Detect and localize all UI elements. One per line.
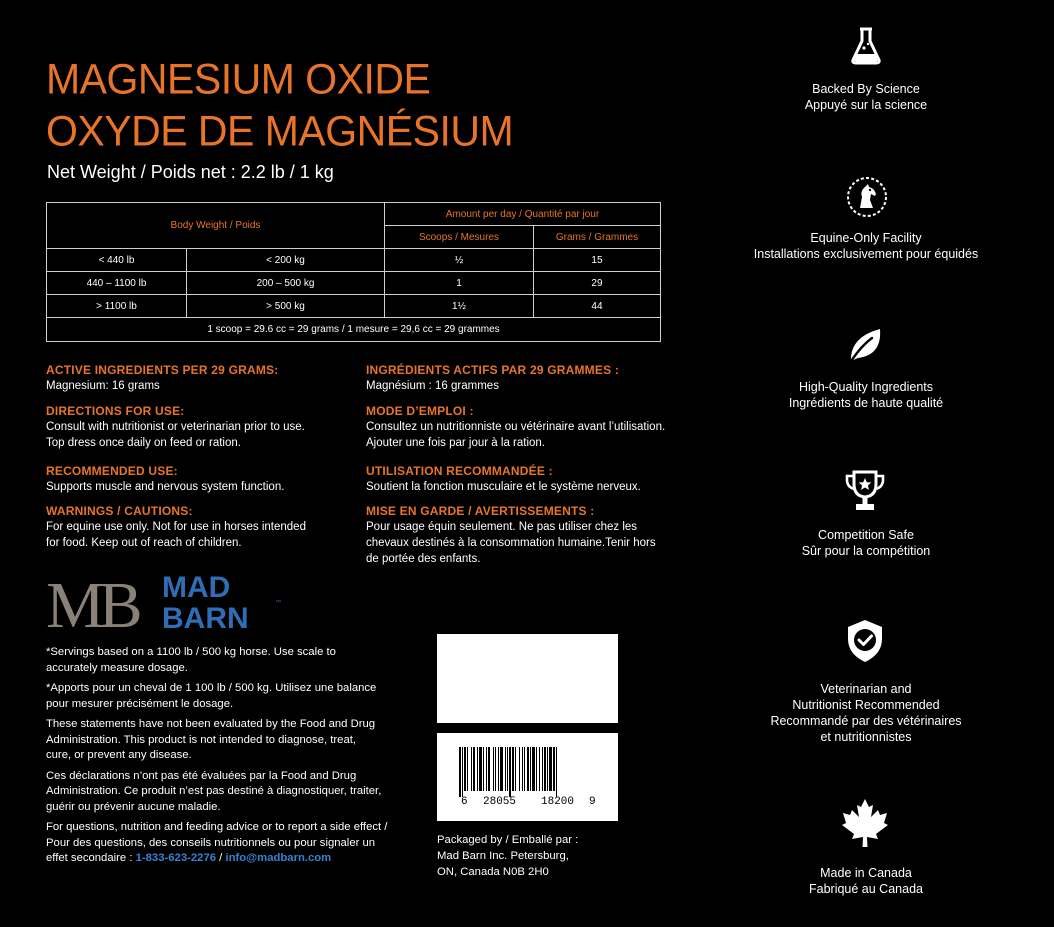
leaf-icon (846, 325, 884, 365)
badge-quality (728, 379, 1004, 411)
badge-label: Made in Canada (820, 866, 912, 880)
badge-label-fr: Ingrédients de haute qualité (788, 396, 944, 410)
servings-note-fr: pour mesurer précisément le dosage. (46, 697, 234, 710)
barcode-bar (495, 747, 496, 791)
table-cell: 440 – 1100 lb (47, 272, 187, 295)
barcode-digit: 28055 (483, 796, 517, 808)
active-ingredients-text-fr: Magnésium : 16 grammes (366, 380, 499, 392)
directions-text: Consult with nutritionist or veterinarian prior to use. (46, 421, 305, 433)
table-cell: > 500 kg (187, 295, 385, 318)
barcode-bar (549, 747, 552, 791)
warnings-text: For equine use only. Not for use in horses intended (46, 521, 306, 533)
logo-word-barn: BARN (162, 602, 249, 632)
badge-vet-recommended (728, 681, 1004, 745)
directions-text-fr: Consultez un nutritionniste ou vétérinaire avant l’utilisation. (366, 421, 666, 433)
horse-emblem-icon (845, 175, 889, 219)
directions-text: Top dress once daily on feed or ration. (46, 437, 241, 449)
contact-text: For questions, nutrition and feeding advice or to report a side effect / (46, 821, 388, 833)
barcode-digit: 9 (589, 796, 596, 808)
barcode-bar (459, 747, 461, 797)
barcode-bar (556, 747, 557, 797)
contact-label: effet secondaire : (46, 852, 133, 864)
barcode-bar (479, 747, 482, 791)
barcode-bar (507, 747, 508, 791)
logo-trademark: ™ (275, 600, 281, 606)
barcode-bar (500, 747, 503, 791)
recommended-use-text-fr: Soutient la fonction musculaire et le système nerveux. (366, 481, 641, 493)
net-weight: Net Weight / Poids net : 2.2 lb / 1 kg (47, 162, 334, 182)
table-cell: < 200 kg (187, 249, 385, 272)
active-ingredients-heading-fr: INGRÉDIENTS ACTIFS PAR 29 GRAMMES : (366, 363, 620, 377)
badge-label: Veterinarian and (820, 682, 912, 696)
servings-note: accurately measure dosage. (46, 661, 188, 674)
barcode-bar (509, 747, 511, 797)
logo-word-mad: MAD (162, 571, 231, 604)
product-title-fr: OXYDE DE MAGNÉSIUM (46, 106, 514, 156)
barcode-bar (483, 747, 484, 791)
packaged-by-company: Mad Barn Inc. Petersburg, (437, 850, 569, 862)
table-cell: 44 (533, 295, 660, 318)
barcode-bar (547, 747, 548, 791)
packaged-by-address: ON, Canada N0B 2H0 (437, 866, 549, 878)
barcode-bar (505, 747, 506, 791)
barcode-digit: 6 (461, 796, 468, 808)
active-ingredients-text: Magnesium: 16 grams (46, 380, 160, 392)
warnings-text: for food. Keep out of reach of children. (46, 537, 242, 549)
table-cell: < 440 lb (47, 249, 187, 272)
directions-heading: DIRECTIONS FOR USE: (46, 404, 185, 418)
badge-label-fr: Appuyé sur la science (804, 98, 928, 112)
barcode-bar (493, 747, 494, 791)
barcode-bar (544, 747, 546, 791)
barcode-bar (542, 747, 543, 791)
barcode-bar (488, 747, 490, 791)
barcode-bar (536, 747, 537, 791)
barcode-bar (462, 747, 463, 797)
barcode-bar (498, 747, 499, 791)
badge-label-fr: Recommandé par des vétérinaires (770, 714, 962, 728)
recommended-use-heading-fr: UTILISATION RECOMMANDÉE : (366, 464, 553, 478)
warnings-text-fr: chevaux destinés à la consommation humaine.Tenir hors (366, 537, 656, 549)
barcode-bar (522, 747, 523, 791)
fda-disclaimer-fr: Administration. Ce produit n’est pas destiné à diagnostiquer, traiter, (46, 785, 382, 797)
table-cell: 200 – 500 kg (187, 272, 385, 295)
servings-note-fr: *Apports pour un cheval de 1 100 lb / 500 kg. Utilisez une balance (46, 682, 377, 694)
barcode-bar (519, 747, 520, 791)
barcode-bar (512, 747, 514, 791)
table-row (47, 295, 661, 318)
fda-disclaimer: cure, or prevent any disease. (46, 749, 192, 761)
warnings-heading-fr: MISE EN GARDE / AVERTISSEMENTS : (366, 504, 595, 518)
barcode-bar (524, 747, 525, 791)
active-ingredients-heading: ACTIVE INGREDIENTS PER 29 GRAMS: (46, 363, 279, 377)
barcode-bar (553, 747, 555, 791)
grams-header: Grams / Grammes (533, 226, 660, 249)
mad-barn-logo (46, 570, 286, 632)
badge-label-fr: Installations exclusivement pour équidés (753, 247, 979, 261)
phone-link[interactable]: 1-833-623-2276 (135, 852, 217, 864)
trophy-icon (842, 468, 888, 514)
barcode-bar (539, 747, 540, 791)
table-cell: 1½ (384, 295, 533, 318)
barcode-bar (527, 747, 529, 791)
french-info-column (366, 362, 666, 567)
table-cell: 29 (533, 272, 660, 295)
badge-science (728, 81, 1004, 113)
amount-header: Amount per day / Quantité par jour (384, 203, 660, 226)
table-cell: 15 (533, 249, 660, 272)
scoop-conversion-note: 1 scoop = 29.6 cc = 29 grams / 1 mesure = 29,6 cc = 29 grammes (47, 318, 661, 342)
product-title-en: MAGNESIUM OXIDE (46, 54, 431, 104)
barcode-bar (467, 747, 468, 791)
barcode-bar (515, 747, 516, 791)
email-link[interactable]: info@madbarn.com (225, 852, 332, 864)
barcode-bar (473, 747, 475, 791)
shield-check-icon (843, 617, 887, 665)
barcode-bar (530, 747, 531, 791)
barcode-bar (471, 747, 472, 791)
fda-disclaimer: Administration. This product is not intended to diagnose, treat, (46, 733, 357, 746)
badge-label: Backed By Science (812, 82, 920, 96)
barcode-bar (532, 747, 535, 791)
scoops-header: Scoops / Mesures (384, 226, 533, 249)
warnings-heading: WARNINGS / CAUTIONS: (46, 504, 193, 518)
flask-icon (848, 26, 884, 66)
maple-leaf-icon (840, 797, 890, 849)
logo-monogram: MB (46, 570, 137, 632)
barcode-digit: 18200 (541, 796, 575, 808)
recommended-use-heading: RECOMMENDED USE: (46, 464, 178, 478)
badge-label: Equine-Only Facility (810, 231, 922, 245)
badge-label-fr: Fabriqué au Canada (809, 882, 923, 896)
fda-disclaimer-fr: Ces déclarations n’ont pas été évaluées par la Food and Drug (46, 769, 357, 782)
body-weight-header: Body Weight / Poids (47, 203, 385, 249)
dosage-table (46, 202, 661, 342)
contact-text: Pour des questions, des conseils nutritionnels ou pour signaler un (46, 836, 376, 849)
badge-label: Nutritionist Recommended (792, 698, 940, 712)
badge-label: Competition Safe (818, 528, 914, 542)
table-row (47, 272, 661, 295)
barcode (437, 733, 618, 821)
badge-made-in-canada (728, 865, 1004, 897)
barcode-bar (464, 747, 466, 791)
contact-separator: / (219, 852, 223, 864)
fda-disclaimer-fr: guérir ou prévenir aucune maladie. (46, 800, 221, 813)
table-row (47, 249, 661, 272)
barcode-bar (486, 747, 487, 791)
barcode-bar (477, 747, 478, 791)
badge-label-fr: Sûr pour la compétition (801, 544, 931, 558)
english-info-column (46, 362, 346, 551)
badge-label: High-Quality Ingredients (798, 380, 934, 394)
table-cell: ½ (384, 249, 533, 272)
directions-heading-fr: MODE D’EMPLOI : (366, 404, 474, 418)
directions-text-fr: Ajouter une fois par jour à la ration. (366, 437, 545, 449)
packaged-by-label: Packaged by / Emballé par : (437, 834, 579, 846)
recommended-use-text: Supports muscle and nervous system function. (46, 481, 285, 493)
table-cell: > 1100 lb (47, 295, 187, 318)
fda-disclaimer: These statements have not been evaluated by the Food and Drug (46, 718, 376, 730)
fine-print (46, 645, 426, 867)
packaged-by (437, 832, 578, 880)
warnings-text-fr: Pour usage équin seulement. Ne pas utiliser chez les (366, 521, 638, 533)
badge-equine-only (728, 230, 1004, 262)
table-cell: 1 (384, 272, 533, 295)
blank-label-box (437, 634, 618, 723)
warnings-text-fr: de portée des enfants. (366, 553, 481, 565)
contact-line (46, 851, 426, 867)
badge-label-fr: et nutritionnistes (820, 730, 912, 744)
servings-note: *Servings based on a 1100 lb / 500 kg horse. Use scale to (46, 646, 336, 658)
barcode-bars (437, 733, 618, 797)
badge-competition (728, 527, 1004, 559)
